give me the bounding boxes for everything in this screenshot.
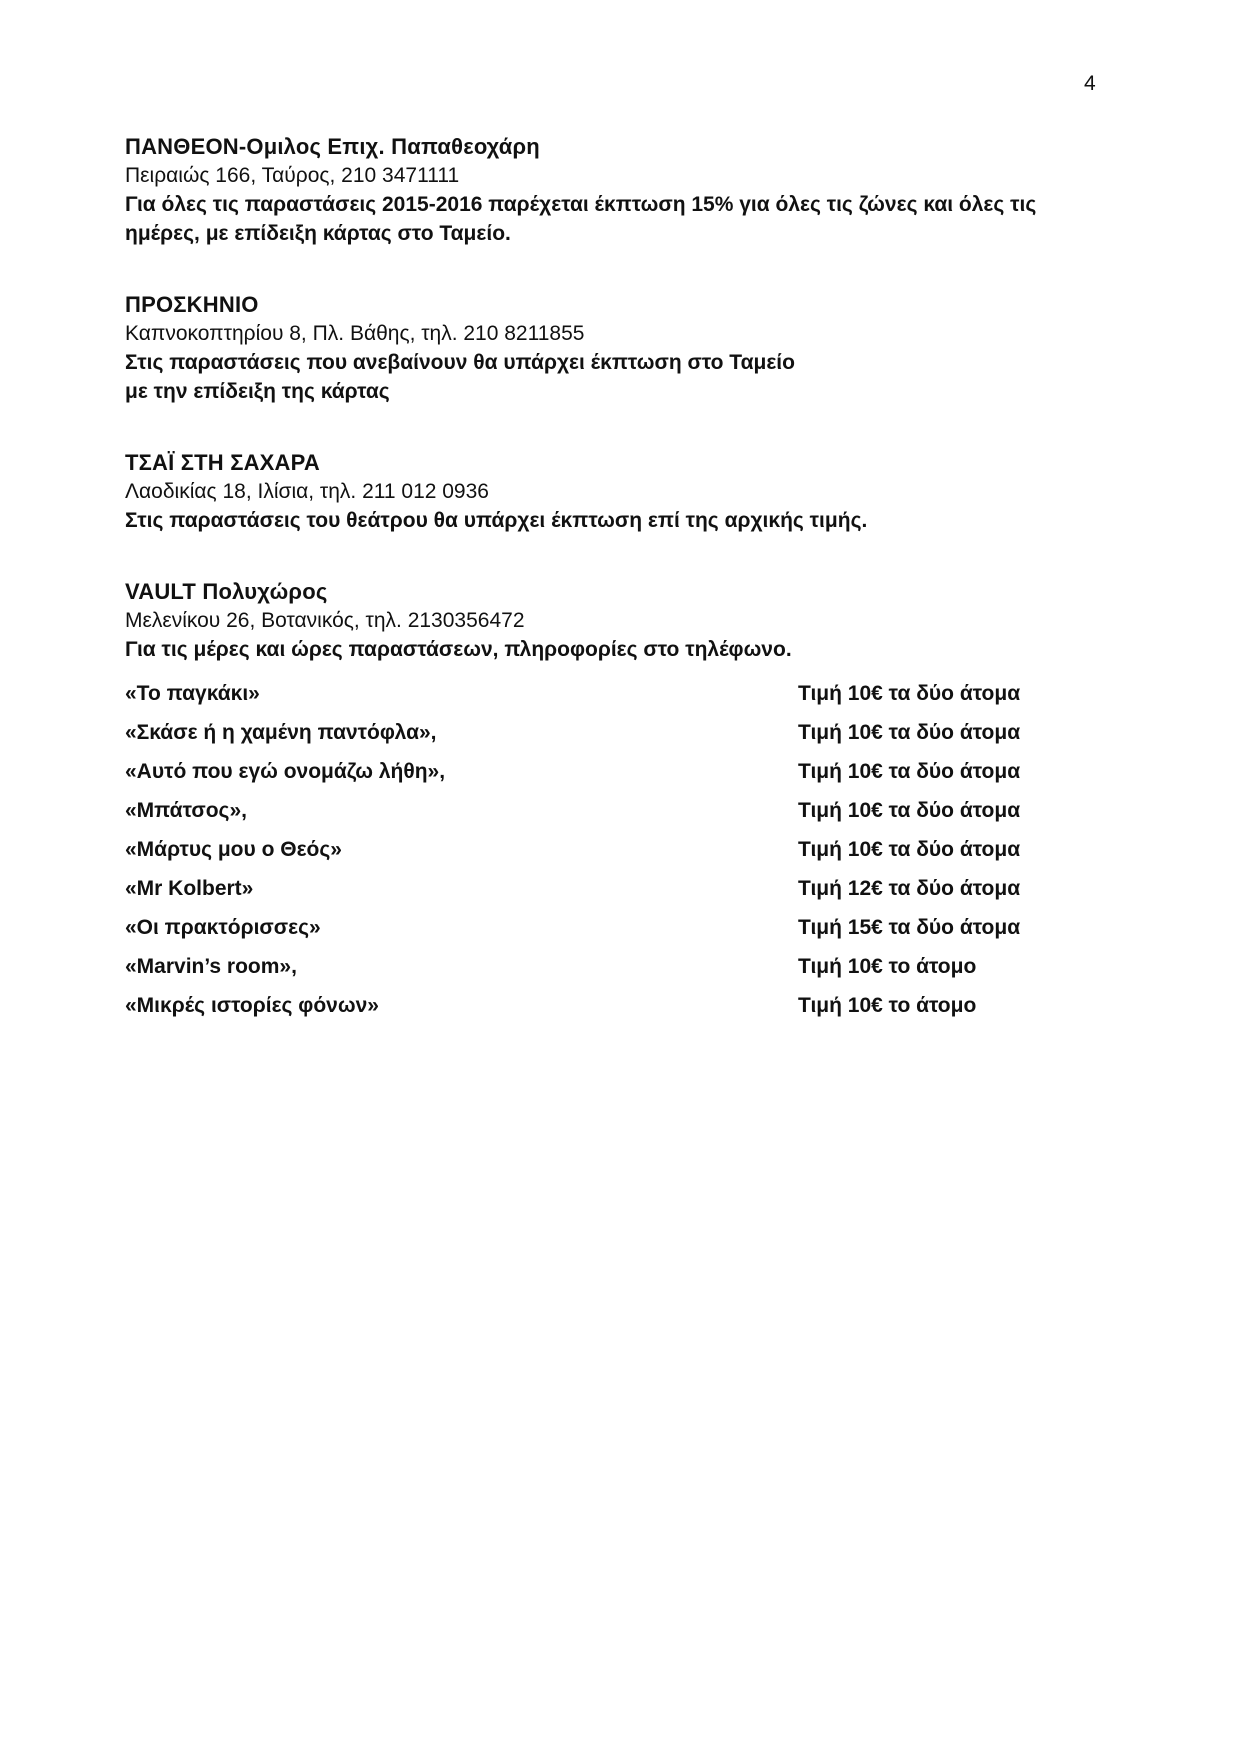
show-title: «Μικρές ιστορίες φόνων» <box>125 993 379 1017</box>
show-price: Τιμή 15€ τα δύο άτομα <box>798 915 1021 939</box>
show-price: Τιμή 10€ το άτομο <box>798 993 977 1017</box>
show-price: Τιμή 12€ τα δύο άτομα <box>798 876 1021 900</box>
show-price-list <box>125 674 1125 1025</box>
venue-offer: Στις παραστάσεις του θεάτρου θα υπάρχει έκπτωση επί της αρχικής τιμής. <box>125 509 868 532</box>
show-price: Τιμή 10€ τα δύο άτομα <box>798 681 1021 705</box>
show-row <box>125 713 1125 752</box>
show-price: Τιμή 10€ τα δύο άτομα <box>798 759 1021 783</box>
show-row <box>125 869 1125 908</box>
show-row <box>125 674 1125 713</box>
venue-proskinio <box>125 290 1125 406</box>
venue-offer-line: Στις παραστάσεις που ανεβαίνουν θα υπάρχει έκπτωση στο Ταμείο <box>125 351 795 374</box>
venue-name: ΤΣΑΪ ΣΤΗ ΣΑΧΑΡΑ <box>125 450 320 475</box>
show-price: Τιμή 10€ τα δύο άτομα <box>798 798 1021 822</box>
venue-address: Μελενίκου 26, Βοτανικός, τηλ. 2130356472 <box>125 609 525 632</box>
document-body <box>125 132 1125 1067</box>
show-row <box>125 830 1125 869</box>
venue-address: Λαοδικίας 18, Ιλίσια, τηλ. 211 012 0936 <box>125 480 489 503</box>
show-row <box>125 752 1125 791</box>
show-title: «Το παγκάκι» <box>125 681 260 705</box>
show-row <box>125 908 1125 947</box>
show-title: «Μάρτυς μου ο Θεός» <box>125 837 342 861</box>
show-row <box>125 791 1125 830</box>
venue-offer-line: με την επίδειξη της κάρτας <box>125 380 390 403</box>
show-row <box>125 986 1125 1025</box>
venue-offer: Για όλες τις παραστάσεις 2015-2016 παρέχεται έκπτωση 15% για όλες τις ζώνες και όλες τις ημέρες, με επίδειξη κάρτας στο Ταμείο. <box>125 193 1037 245</box>
page-number: 4 <box>1084 72 1096 95</box>
show-row <box>125 947 1125 986</box>
venue-address: Καπνοκοπτηρίου 8, Πλ. Βάθης, τηλ. 210 8211855 <box>125 322 585 345</box>
show-price: Τιμή 10€ τα δύο άτομα <box>798 720 1021 744</box>
show-title: «Μπάτσος», <box>125 798 247 822</box>
venue-name: VAULT Πολυχώρος <box>125 579 328 604</box>
venue-name: ΠΡΟΣΚΗΝΙΟ <box>125 292 259 317</box>
venue-pantheon <box>125 132 1125 248</box>
venue-name: ΠΑΝΘΕΟΝ-Ομιλος Επιχ. Παπαθεοχάρη <box>125 134 540 159</box>
show-price: Τιμή 10€ τα δύο άτομα <box>798 837 1021 861</box>
venue-offer: Για τις μέρες και ώρες παραστάσεων, πληροφορίες στο τηλέφωνο. <box>125 638 792 661</box>
show-title: «Mr Kolbert» <box>125 876 254 900</box>
show-title: «Marvin’s room», <box>125 954 297 978</box>
show-title: «Αυτό που εγώ ονομάζω λήθη», <box>125 759 446 783</box>
show-title: «Οι πρακτόρισσες» <box>125 915 321 939</box>
venue-address: Πειραιώς 166, Ταύρος, 210 3471111 <box>125 164 460 187</box>
show-price: Τιμή 10€ το άτομο <box>798 954 977 978</box>
show-title: «Σκάσε ή η χαμένη παντόφλα», <box>125 720 437 744</box>
venue-tsai-sti-sahara <box>125 448 1125 535</box>
venue-vault <box>125 577 1125 1025</box>
